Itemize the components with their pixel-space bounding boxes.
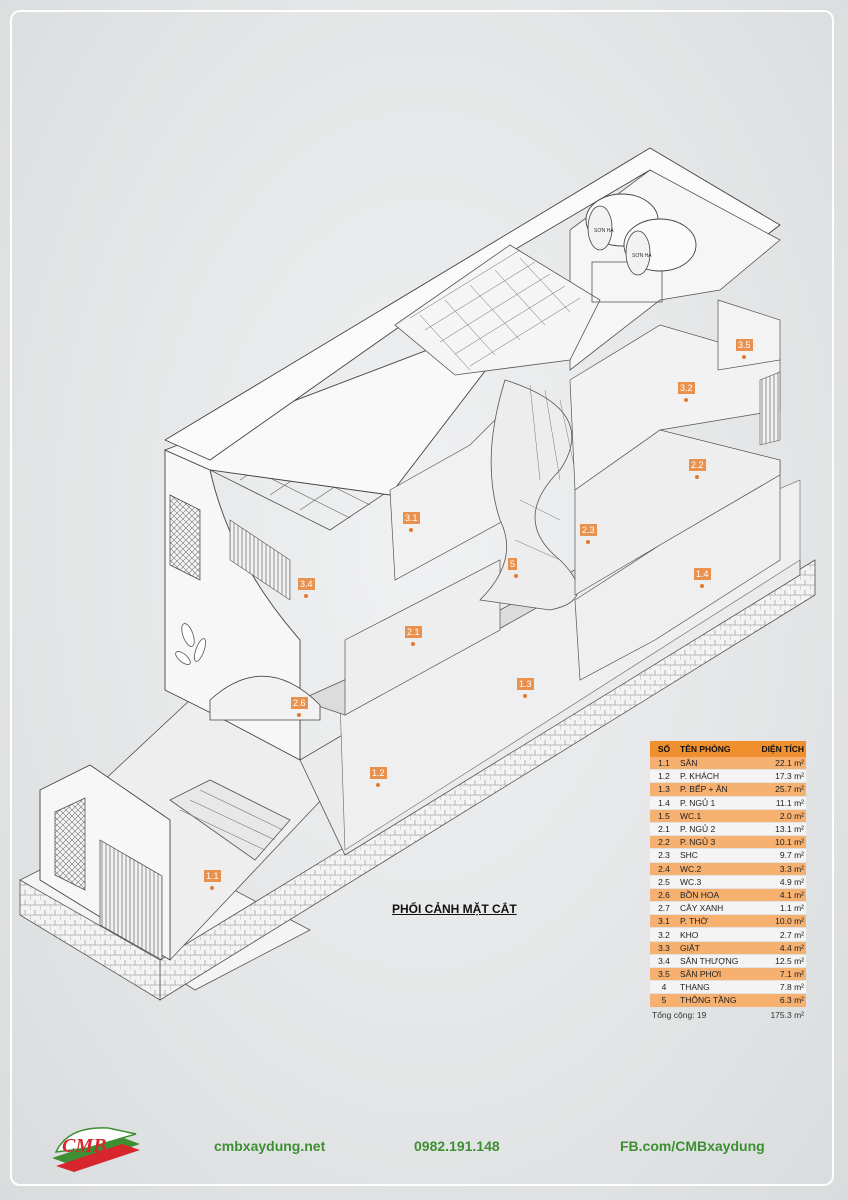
cell-area: 12.5 m² xyxy=(775,955,804,966)
room-marker-dot xyxy=(411,642,415,646)
cell-name: CÂY XANH xyxy=(680,903,724,914)
cell-name: BỒN HOA xyxy=(680,889,720,900)
cell-no: 5 xyxy=(661,995,667,1006)
cell-no: 4 xyxy=(661,982,667,993)
table-row xyxy=(650,823,806,836)
table-row xyxy=(650,915,806,928)
room-marker-dot xyxy=(586,540,590,544)
cell-area: 11.1 m² xyxy=(775,797,804,808)
footer xyxy=(0,1118,848,1178)
cell-no: 3.4 xyxy=(658,955,670,966)
room-label: 1.3 xyxy=(519,679,532,689)
room-marker-dot xyxy=(304,594,308,598)
total-label: Tổng cộng: 19 xyxy=(652,1009,707,1020)
cell-no: 3.5 xyxy=(658,969,670,980)
cell-area: 10.0 m² xyxy=(775,916,804,927)
svg-text:CMB: CMB xyxy=(62,1135,107,1157)
table-row xyxy=(650,849,806,862)
cell-area: 25.7 m² xyxy=(775,784,804,795)
cell-name: WC.1 xyxy=(680,810,702,821)
cell-name: P. BẾP + ĂN xyxy=(680,784,728,795)
cell-no: 1.5 xyxy=(658,810,670,821)
cell-no: 1.2 xyxy=(658,771,670,782)
room-marker-dot xyxy=(700,584,704,588)
room-label: 3.4 xyxy=(300,579,313,589)
room-label: 1.2 xyxy=(372,768,385,778)
table-row xyxy=(650,783,806,796)
cell-no: 1.4 xyxy=(658,797,670,808)
tank-brand-label-1: SƠN HÀ xyxy=(594,228,614,234)
room-label: 2.3 xyxy=(582,525,595,535)
table-row xyxy=(650,836,806,849)
room-label: 5 xyxy=(510,559,516,569)
phone-number[interactable]: 0982.191.148 xyxy=(414,1138,500,1154)
table-total-row xyxy=(650,1008,806,1022)
room-marker-dot xyxy=(376,783,380,787)
table-row xyxy=(650,968,806,981)
cell-name: P. NGỦ 2 xyxy=(680,824,716,835)
cell-name: WC.3 xyxy=(680,876,702,887)
rear-room-35 xyxy=(718,300,780,370)
room-marker-dot xyxy=(742,355,746,359)
cell-no: 2.7 xyxy=(658,903,670,914)
room-marker-dot xyxy=(684,398,688,402)
cell-no: 3.2 xyxy=(658,929,670,940)
room-label: 3.1 xyxy=(405,513,418,523)
room-marker-dot xyxy=(297,713,301,717)
table-row xyxy=(650,994,806,1007)
room-label: 2.6 xyxy=(293,698,306,708)
cell-area: 3.3 m² xyxy=(779,863,804,874)
cell-name: THÔNG TẦNG xyxy=(680,995,737,1006)
cell-no: 2.3 xyxy=(658,850,670,861)
room-marker-dot xyxy=(695,475,699,479)
cell-no: 2.1 xyxy=(658,824,670,835)
room-area-table xyxy=(650,741,806,1022)
cell-name: P. NGỦ 1 xyxy=(680,797,716,808)
drawing-caption: PHỐI CẢNH MẶT CẮT xyxy=(392,902,517,916)
cell-area: 2.7 m² xyxy=(779,929,804,940)
cell-no: 3.1 xyxy=(658,916,670,927)
room-label: 3.2 xyxy=(680,383,693,393)
cell-name: SÂN xyxy=(680,758,698,769)
room-marker-dot xyxy=(210,886,214,890)
cell-name: THANG xyxy=(680,982,710,993)
cell-area: 7.8 m² xyxy=(779,982,804,993)
table-row xyxy=(650,902,806,915)
room-label: 2.2 xyxy=(691,460,704,470)
website-link[interactable]: cmbxaydung.net xyxy=(214,1138,326,1154)
cell-name: P. THỜ xyxy=(680,916,708,927)
cell-no: 1.1 xyxy=(658,758,670,769)
room-marker-dot xyxy=(523,694,527,698)
table-body xyxy=(650,757,806,1008)
cell-area: 7.1 m² xyxy=(779,969,804,980)
facade-breeze-blocks xyxy=(170,495,200,580)
room-marker-dot xyxy=(514,574,518,578)
table-row xyxy=(650,928,806,941)
total-area: 175.3 m² xyxy=(770,1009,804,1020)
table-row xyxy=(650,797,806,810)
table-row xyxy=(650,863,806,876)
cell-name: P. NGỦ 3 xyxy=(680,837,716,848)
header-name: TÊN PHÒNG xyxy=(680,744,731,754)
cmb-logo xyxy=(48,1118,144,1174)
rear-window xyxy=(760,372,780,445)
cell-area: 2.0 m² xyxy=(779,810,804,821)
room-marker-dot xyxy=(409,528,413,532)
cell-area: 4.9 m² xyxy=(779,876,804,887)
table-row xyxy=(650,810,806,823)
table-row xyxy=(650,942,806,955)
cell-name: KHO xyxy=(680,929,699,940)
header-no: SỐ xyxy=(657,744,671,754)
facebook-link[interactable]: FB.com/CMBxaydung xyxy=(620,1138,765,1154)
table-row xyxy=(650,889,806,902)
room-label: 1.4 xyxy=(696,569,709,579)
cell-name: WC.2 xyxy=(680,863,702,874)
cell-area: 1.1 m² xyxy=(779,903,804,914)
cell-name: SÂN PHƠI xyxy=(680,969,722,980)
tank-brand-label-2: SƠN HÀ xyxy=(632,253,652,259)
room-label: 1.1 xyxy=(206,871,219,881)
gate-grille xyxy=(55,798,85,890)
table-row xyxy=(650,981,806,994)
cell-no: 3.3 xyxy=(658,942,670,953)
cell-name: P. KHÁCH xyxy=(680,771,720,782)
cell-name: SÂN THƯỢNG xyxy=(680,955,739,966)
table-row xyxy=(650,876,806,889)
cell-name: SHC xyxy=(680,850,698,861)
cell-no: 1.3 xyxy=(658,784,670,795)
cell-area: 22.1 m² xyxy=(775,758,804,769)
cell-area: 6.3 m² xyxy=(779,995,804,1006)
cell-no: 2.6 xyxy=(658,889,670,900)
cell-no: 2.5 xyxy=(658,876,670,887)
cell-no: 2.4 xyxy=(658,863,670,874)
cell-area: 10.1 m² xyxy=(775,837,804,848)
table-row xyxy=(650,955,806,968)
table-row xyxy=(650,770,806,783)
cell-name: GIẶT xyxy=(680,942,700,953)
room-label: 3.5 xyxy=(738,340,751,350)
cell-area: 9.7 m² xyxy=(779,850,804,861)
cell-area: 17.3 m² xyxy=(775,771,804,782)
cell-area: 13.1 m² xyxy=(775,824,804,835)
table-row xyxy=(650,757,806,770)
table-header-row xyxy=(650,741,806,757)
room-label: 2.1 xyxy=(407,627,420,637)
header-area: DIỆN TÍCH xyxy=(761,744,804,754)
cell-no: 2.2 xyxy=(658,837,670,848)
cell-area: 4.1 m² xyxy=(779,889,804,900)
cell-area: 4.4 m² xyxy=(779,942,804,953)
